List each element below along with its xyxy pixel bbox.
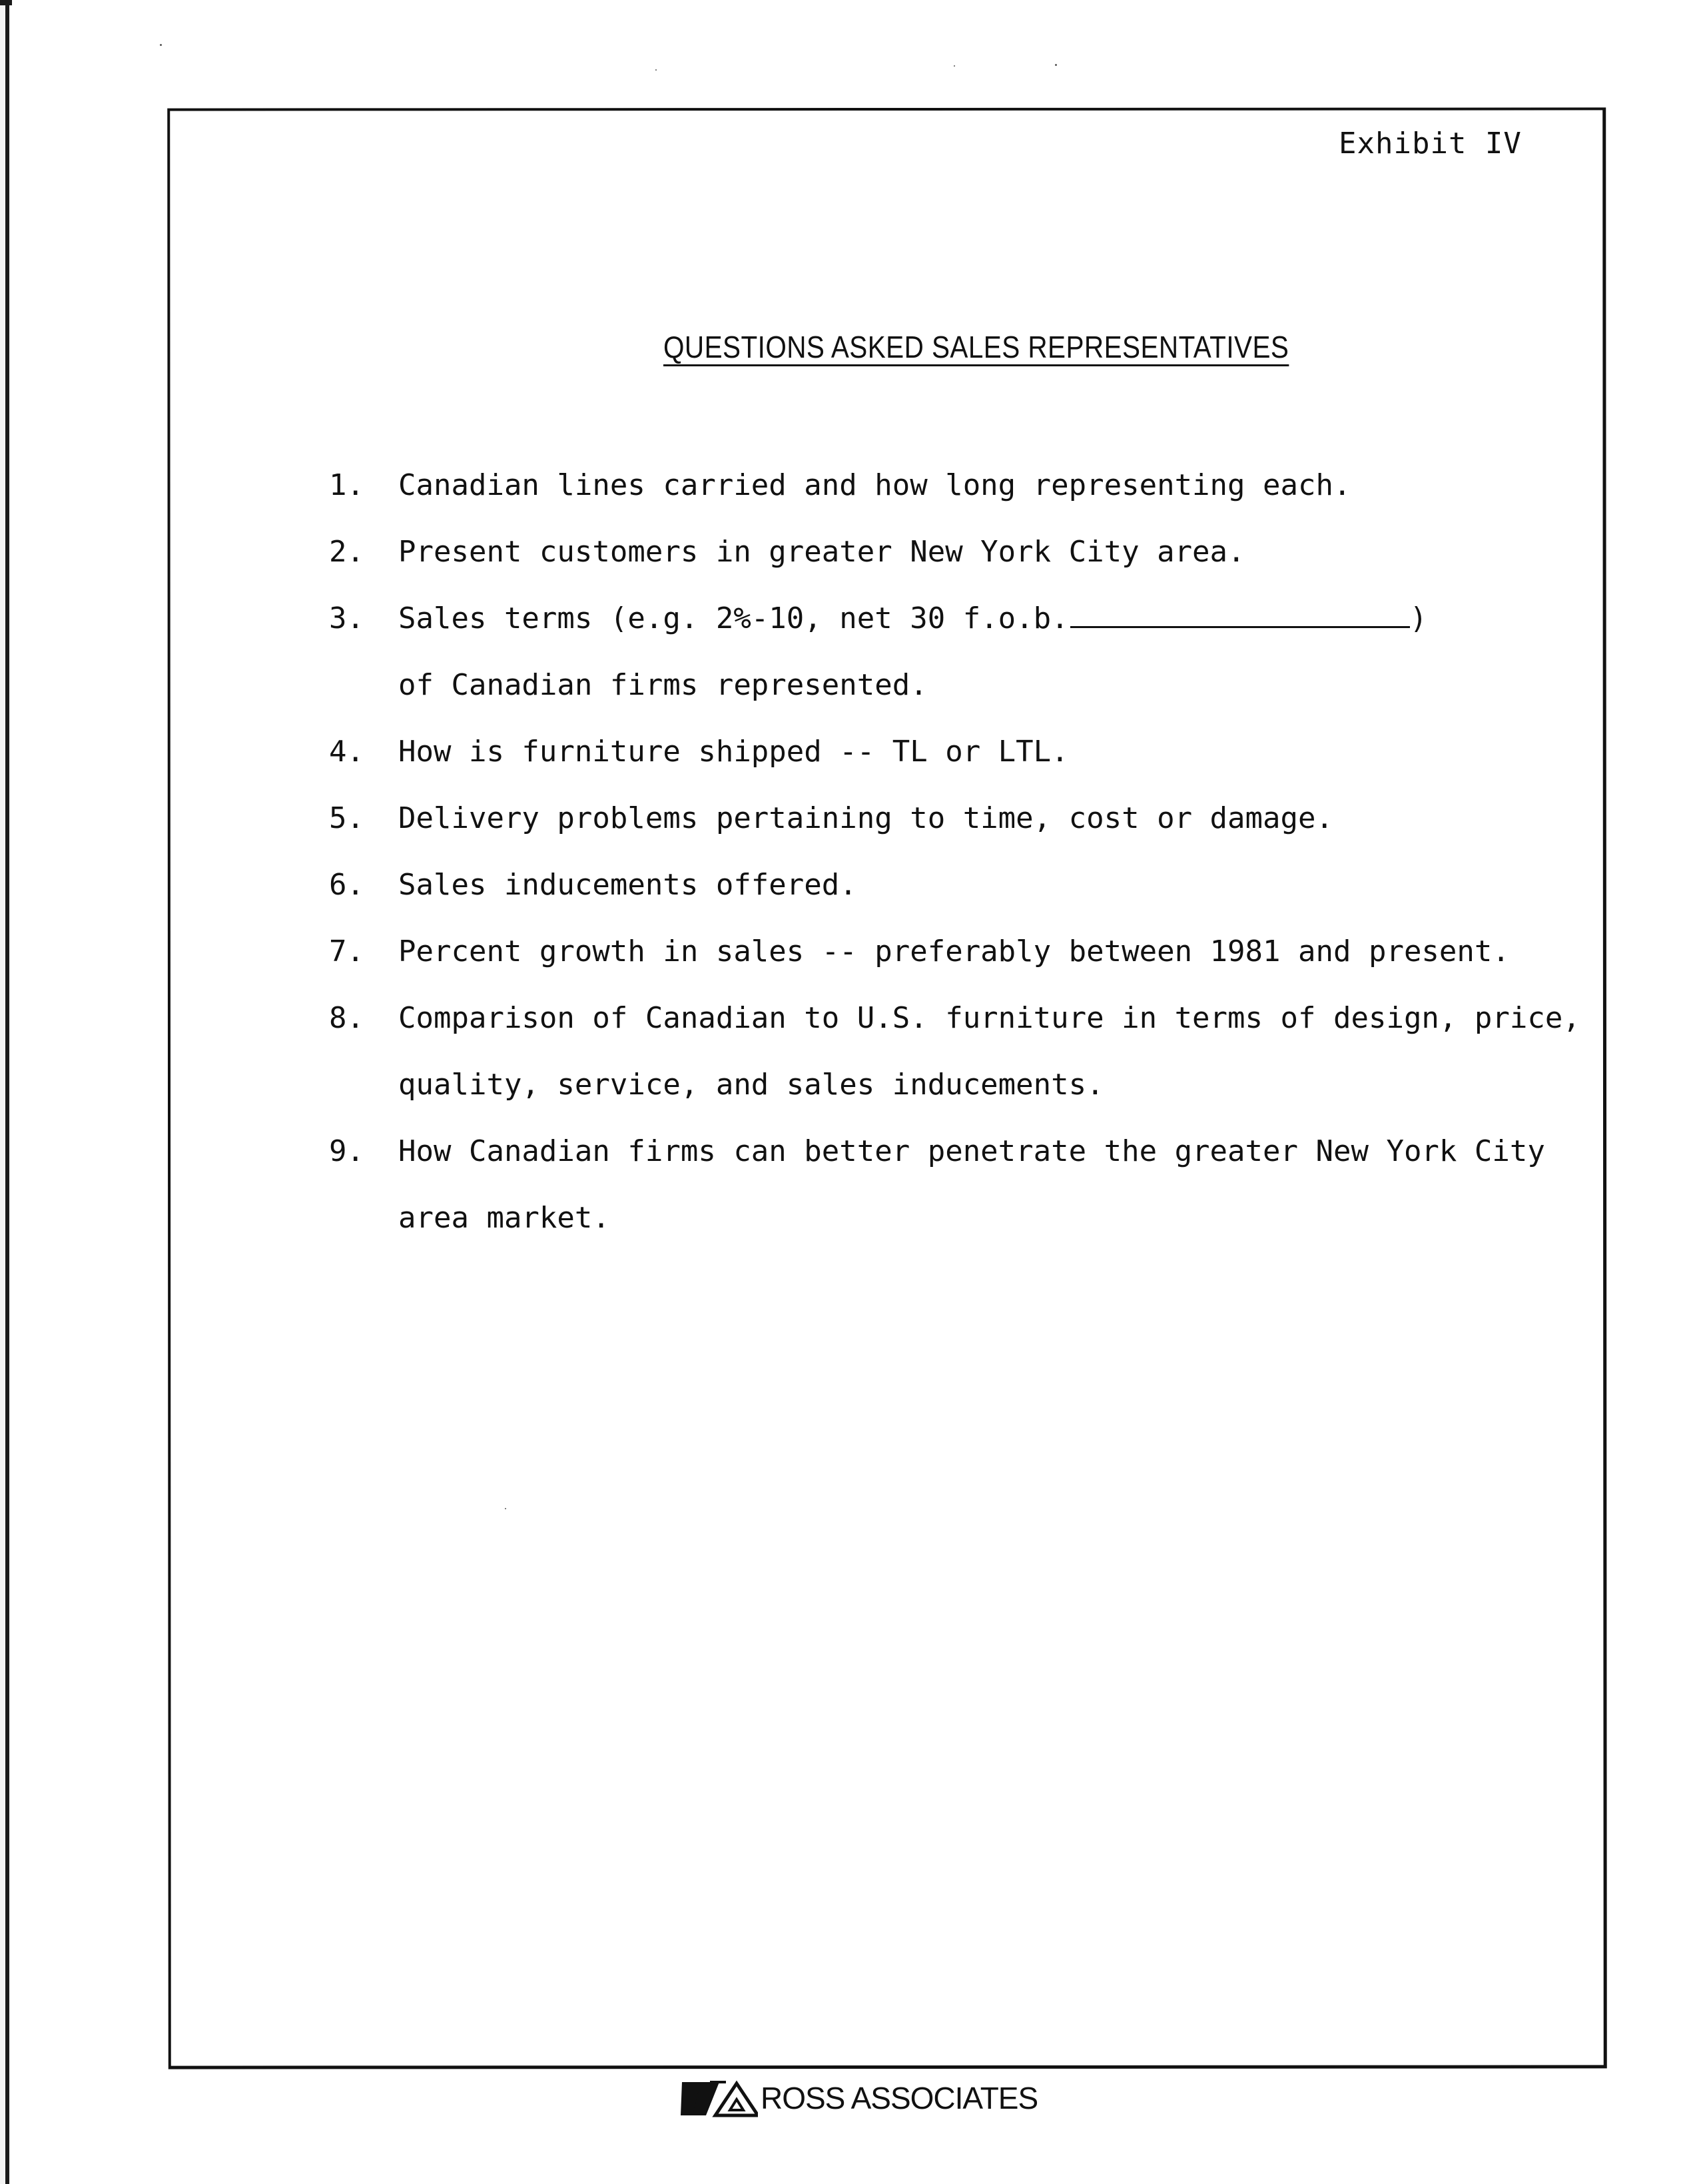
question-3-number: 3. [329, 601, 364, 635]
binding-edge-tab [0, 0, 12, 5]
question-8-number: 8. [329, 1001, 364, 1035]
question-2-number: 2. [329, 535, 364, 569]
fob-blank-line [1070, 606, 1410, 628]
ross-associates-logo-icon [681, 2078, 758, 2118]
exhibit-label: Exhibit IV [1339, 127, 1522, 161]
scan-speck [954, 65, 955, 67]
question-5-text: Delivery problems pertaining to time, cost or damage. [398, 801, 1333, 835]
question-9-number: 9. [329, 1134, 364, 1168]
scan-speck [1055, 64, 1057, 66]
question-3-close-paren: ) [1409, 601, 1428, 635]
footer [681, 2077, 1038, 2119]
scan-speck [655, 69, 657, 71]
question-3-text: Sales terms (e.g. 2%-10, net 30 f.o.b. [398, 601, 1069, 635]
question-4-text: How is furniture shipped -- TL or LTL. [398, 735, 1069, 769]
question-7-text: Percent growth in sales -- preferably between 1981 and present. [398, 934, 1510, 968]
question-4-number: 4. [329, 735, 364, 769]
question-9-text: How Canadian firms can better penetrate the greater New York City [398, 1134, 1545, 1168]
question-2-text: Present customers in greater New York City area. [398, 535, 1245, 569]
scan-speck [160, 44, 162, 46]
footer-company-name: ROSS ASSOCIATES [761, 2081, 1038, 2115]
page-title: QUESTIONS ASKED SALES REPRESENTATIVES [663, 330, 1289, 364]
question-6-number: 6. [329, 868, 364, 902]
question-1-text: Canadian lines carried and how long representing each. [398, 468, 1351, 502]
question-9-text-continued: area market. [398, 1201, 610, 1235]
question-8-text-continued: quality, service, and sales inducements. [398, 1068, 1104, 1102]
question-8-text: Comparison of Canadian to U.S. furniture in terms of design, price, [398, 1001, 1580, 1035]
question-5-number: 5. [329, 801, 364, 835]
question-3-line-1 [398, 601, 1427, 635]
page-binding-edge [0, 0, 9, 2184]
question-1-number: 1. [329, 468, 364, 502]
question-7-number: 7. [329, 934, 364, 968]
question-6-text: Sales inducements offered. [398, 868, 857, 902]
question-3-text-continued: of Canadian firms represented. [398, 668, 928, 702]
